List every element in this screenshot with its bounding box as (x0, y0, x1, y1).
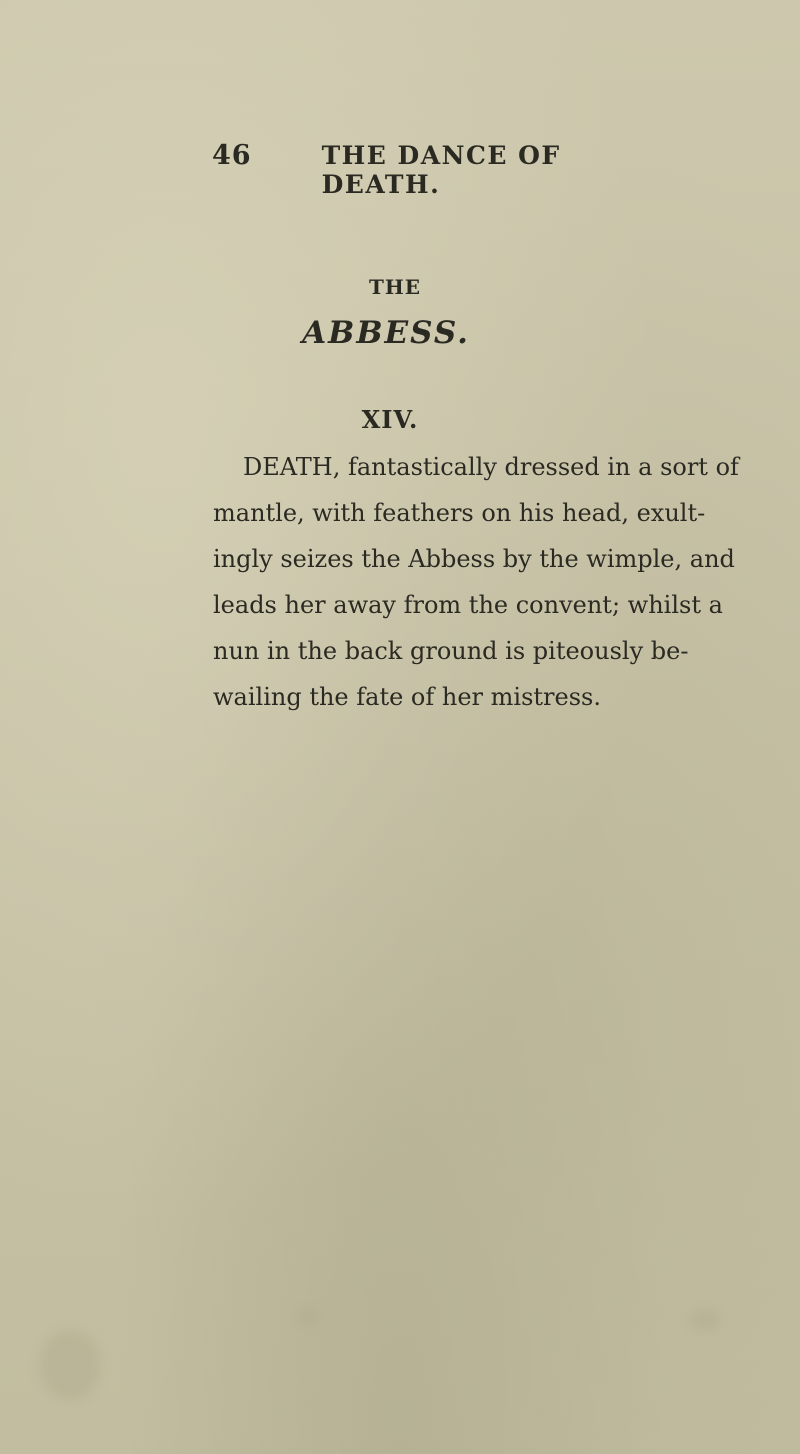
section-number (0, 405, 800, 434)
section-label-text: THE (368, 275, 422, 299)
section-label (0, 275, 800, 299)
running-head (212, 140, 632, 199)
text-line: leads her away from the convent; whilst a (213, 591, 723, 619)
text-line: wailing the fate of her mistress. (213, 683, 601, 711)
paper-stain (300, 1310, 318, 1324)
paper-stain (40, 1330, 100, 1400)
text-line: mantle, with feathers on his head, exult- (213, 499, 706, 527)
section-number-text: XIV. (361, 405, 419, 434)
text-line: ingly seizes the Abbess by the wimple, and (213, 545, 735, 573)
text-line: nun in the back ground is piteously be- (213, 637, 689, 665)
section-title (0, 315, 800, 351)
section-title-text: ABBESS. (302, 315, 470, 351)
page-number: 46 (212, 140, 252, 171)
body-paragraph (213, 444, 773, 720)
running-title: THE DANCE OF DEATH. (321, 141, 561, 199)
text-line: DEATH, fantastically dressed in a sort of (243, 453, 739, 481)
paper-stain (690, 1310, 720, 1330)
